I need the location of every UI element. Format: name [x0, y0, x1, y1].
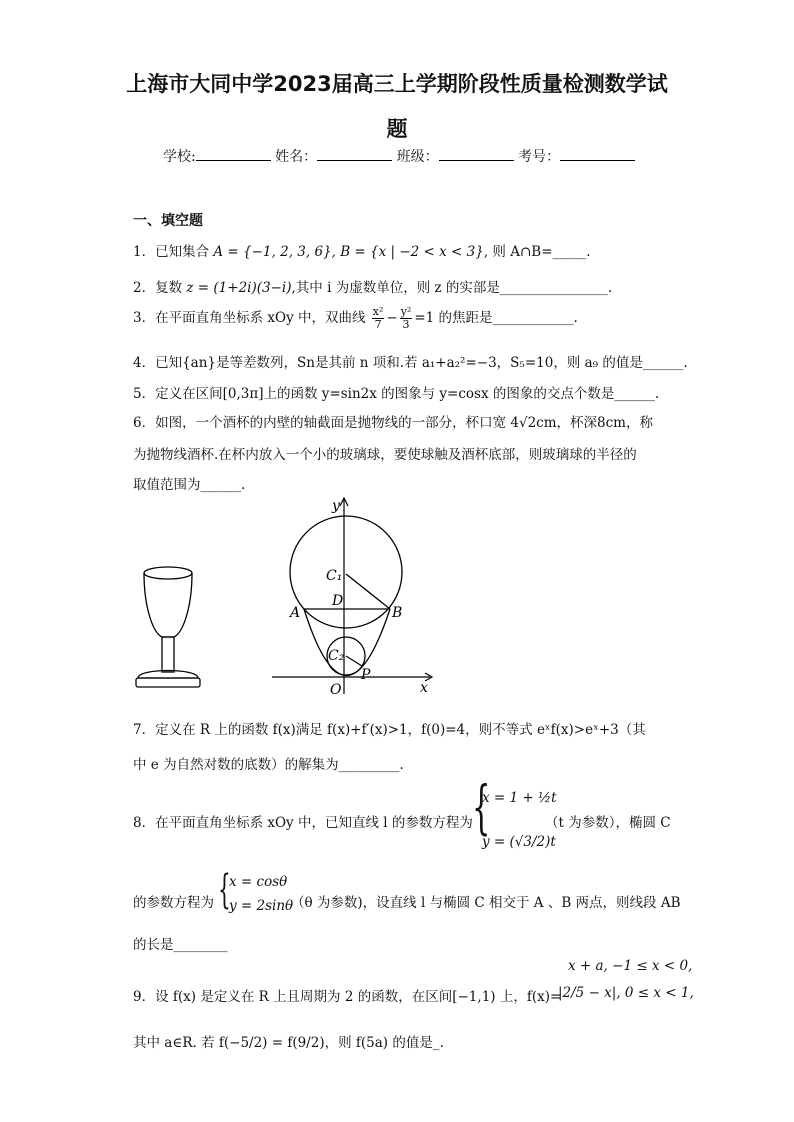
- q9-pre: 9．设 f(x) 是定义在 R 上且周期为 2 的函数，在区间[−1,1) 上，f(x)=: [133, 989, 562, 1005]
- q5-blank: ______.: [614, 386, 660, 402]
- wine-glass-figure: [128, 560, 208, 695]
- q3-blank: ____________.: [492, 310, 578, 326]
- question-3: [133, 306, 578, 331]
- section-heading: 一、填空题: [133, 213, 203, 229]
- q8-pre: 8．在平面直角坐标系 xOy 中，已知直线 l 的参数方程为: [133, 815, 473, 831]
- exam-no-blank[interactable]: [560, 146, 635, 161]
- q3-frac-x-num: x²: [372, 305, 384, 318]
- label-x: x: [420, 680, 428, 696]
- q3-frac-x: [372, 306, 385, 331]
- q2-post: ,其中 i 为虚数单位，则 z 的实部是: [291, 280, 500, 296]
- parabola-ball-figure: [262, 494, 442, 699]
- q3-frac-y: [400, 306, 413, 331]
- q5-num: 5．: [133, 386, 156, 402]
- school-label: 学校:: [163, 149, 196, 165]
- q6-line2: 为抛物线酒杯.在杯内放入一个小的玻璃球，要使球触及酒杯底部，则玻璃球的半径的: [133, 447, 637, 463]
- doc-title-line2: 题: [386, 117, 408, 141]
- circle-c1: [290, 516, 402, 628]
- q8-brace2: {: [218, 867, 231, 913]
- q4-text: 已知{an}是等差数列，Sn是其前 n 项和.若 a₁+a₂²=−3，S₅=10，则 a₉ 的值是: [155, 355, 643, 371]
- doc-title-line1: 上海市大同中学2023届高三上学期阶段性质量检测数学试: [126, 72, 668, 96]
- q5-text: 定义在区间[0,3π]上的函数 y=sin2x 的图象与 y=cosx 的图象的交点个数是: [155, 386, 615, 402]
- q8-brace1: {: [472, 773, 491, 841]
- q8-sys1-row2: y = (√3/2)t: [482, 834, 556, 850]
- radius-c2p: [346, 656, 362, 666]
- question-5: [133, 382, 659, 402]
- q3-frac-y-num: y²: [400, 305, 412, 318]
- q3-num: 3．: [133, 310, 156, 326]
- q1-pre: 已知集合: [155, 244, 210, 260]
- q9-case2: |2/5 − x|, 0 ≤ x < 1,: [558, 985, 694, 1001]
- q2-num: 2．: [133, 280, 156, 296]
- school-blank[interactable]: [196, 146, 271, 161]
- q3-frac-x-den: 7: [374, 318, 382, 331]
- label-a: A: [290, 605, 301, 621]
- q2-math: z = (1+2i)(3−i): [186, 280, 292, 296]
- question-4: [133, 351, 688, 371]
- q9-line2: 其中 a∈R. 若 f(−5/2) = f(9/2)，则 f(5a) 的值是_.: [133, 1035, 444, 1051]
- q8-line3: 的长是________: [133, 937, 228, 953]
- q3-minus: −: [386, 310, 398, 326]
- q7-line2: 中 e 为自然对数的底数）的解集为_________.: [133, 757, 404, 773]
- q1-num: 1．: [133, 244, 156, 260]
- q9-case1: x + a, −1 ≤ x < 0,: [568, 958, 693, 974]
- q7-line1: 7．定义在 R 上的函数 f(x)满足 f(x)+f′(x)>1，f(0)=4，则不等式 eˣf(x)>eˣ+3（其: [133, 722, 646, 738]
- label-y: y: [332, 498, 340, 514]
- q8-sys1-row1: x = 1 + ½t: [482, 790, 557, 806]
- student-info-row: [163, 146, 635, 166]
- q4-num: 4．: [133, 355, 156, 371]
- q6-line3: 取值范围为______.: [133, 477, 246, 493]
- question-2: [133, 276, 612, 296]
- q8-line2-pre: 的参数方程为: [133, 895, 214, 911]
- q1-blank: _____.: [552, 244, 591, 260]
- q2-blank: ________________.: [499, 280, 613, 296]
- question-1: [133, 240, 591, 260]
- q3-frac-y-den: 3: [402, 318, 410, 331]
- q1-math: A = {−1, 2, 3, 6}, B = {x | −2 < x < 3}: [213, 244, 484, 260]
- q3-pre: 在平面直角坐标系 xOy 中，双曲线: [155, 310, 366, 326]
- label-d: D: [332, 593, 344, 609]
- q2-pre: 复数: [155, 280, 183, 296]
- exam-no-label: 考号：: [518, 149, 561, 165]
- q6-line1: 6．如图，一个酒杯的内壁的轴截面是抛物线的一部分，杯口宽 4√2cm，杯深8cm，称: [133, 415, 653, 431]
- q3-eq: =1 的焦距是: [414, 310, 493, 326]
- label-c2: C₂: [328, 648, 345, 664]
- label-b: B: [392, 605, 403, 621]
- q4-blank: ______.: [642, 355, 688, 371]
- q8-sys2-row1: x = cosθ: [229, 874, 288, 890]
- q8-post: （t 为参数），椭圆 C: [545, 815, 671, 831]
- q1-post: , 则 A∩B=: [483, 244, 553, 260]
- label-p: P: [361, 667, 371, 683]
- label-c1: C₁: [326, 568, 343, 584]
- q8-line2-post: （θ 为参数)，设直线 l 与椭圆 C 相交于 A 、B 两点，则线段 AB: [291, 895, 681, 911]
- name-blank[interactable]: [317, 146, 392, 161]
- radius-c1b: [346, 574, 390, 609]
- class-blank[interactable]: [439, 146, 514, 161]
- class-label: 班级：: [396, 149, 439, 165]
- q8-sys2-row2: y = 2sinθ: [229, 898, 294, 914]
- name-label: 姓名：: [275, 149, 318, 165]
- label-o: O: [330, 682, 342, 698]
